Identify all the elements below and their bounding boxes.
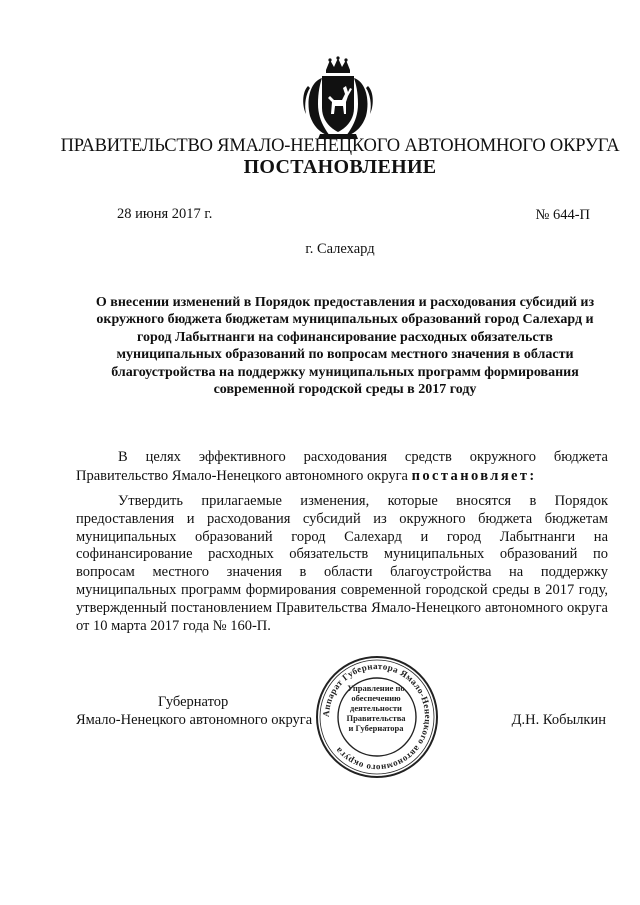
stamp-ring-text: Аппарат Губернатора Ямало-Ненецкого автономного округа (320, 660, 434, 774)
document-type-title: ПОСТАНОВЛЕНИЕ (243, 156, 437, 178)
stamp-line: обеспечению (351, 693, 401, 703)
stamp-line: Управление по (347, 683, 405, 693)
signatory-title: Губернатор (158, 694, 229, 710)
coat-of-arms-icon (300, 56, 376, 140)
stamp-line: Правительства (346, 713, 406, 723)
document-subject: О внесении изменений в Порядок предоставления и расходования субсидий из окружного бюджета бюджетам муниципальных образований город Салехард и город Лабытнанги на софинансирование расходных обязательств муниципальных образований по вопросам местного значения в области благоустройства на поддержку муниципальных программ формирования современной городской среды в 2017 году (95, 295, 595, 398)
stamp-line: деятельности (350, 703, 402, 713)
stamp-line: и Губернатора (348, 723, 404, 733)
preamble-text: В целях эффективного расходования средств окружного бюджета Правительство Ямало-Ненецкого автономного округа (76, 449, 608, 484)
signatory-name: Д.Н. Кобылкин (511, 712, 606, 728)
stamp-center-text (333, 683, 419, 733)
document-date: 28 июня 2017 г. (117, 206, 213, 222)
decree-word: постановляет: (411, 467, 537, 484)
document-number: № 644-П (535, 207, 590, 223)
preamble-paragraph (76, 448, 608, 485)
signatory-organization: Ямало-Ненецкого автономного округа (76, 712, 313, 728)
organization-title: ПРАВИТЕЛЬСТВО ЯМАЛО-НЕНЕЦКОГО АВТОНОМНОГО ОКРУГА (60, 136, 620, 156)
body-paragraph: Утвердить прилагаемые изменения, которые вносятся в Порядок предоставления и расходования субсидий из окружного бюджета бюджетам муниципальных образований город Салехард и город Лабытнанги на софинансирование расходных обязательств муниципальных образований по вопросам местного значения в области благоустройства на поддержку муниципальных программ формирования современной городской среды в 2017 году, утвержденный постановлением Правительства Ямало-Ненецкого автономного округа от 10 марта 2017 года № 160-П. (76, 493, 608, 634)
document-city: г. Салехард (305, 241, 375, 257)
